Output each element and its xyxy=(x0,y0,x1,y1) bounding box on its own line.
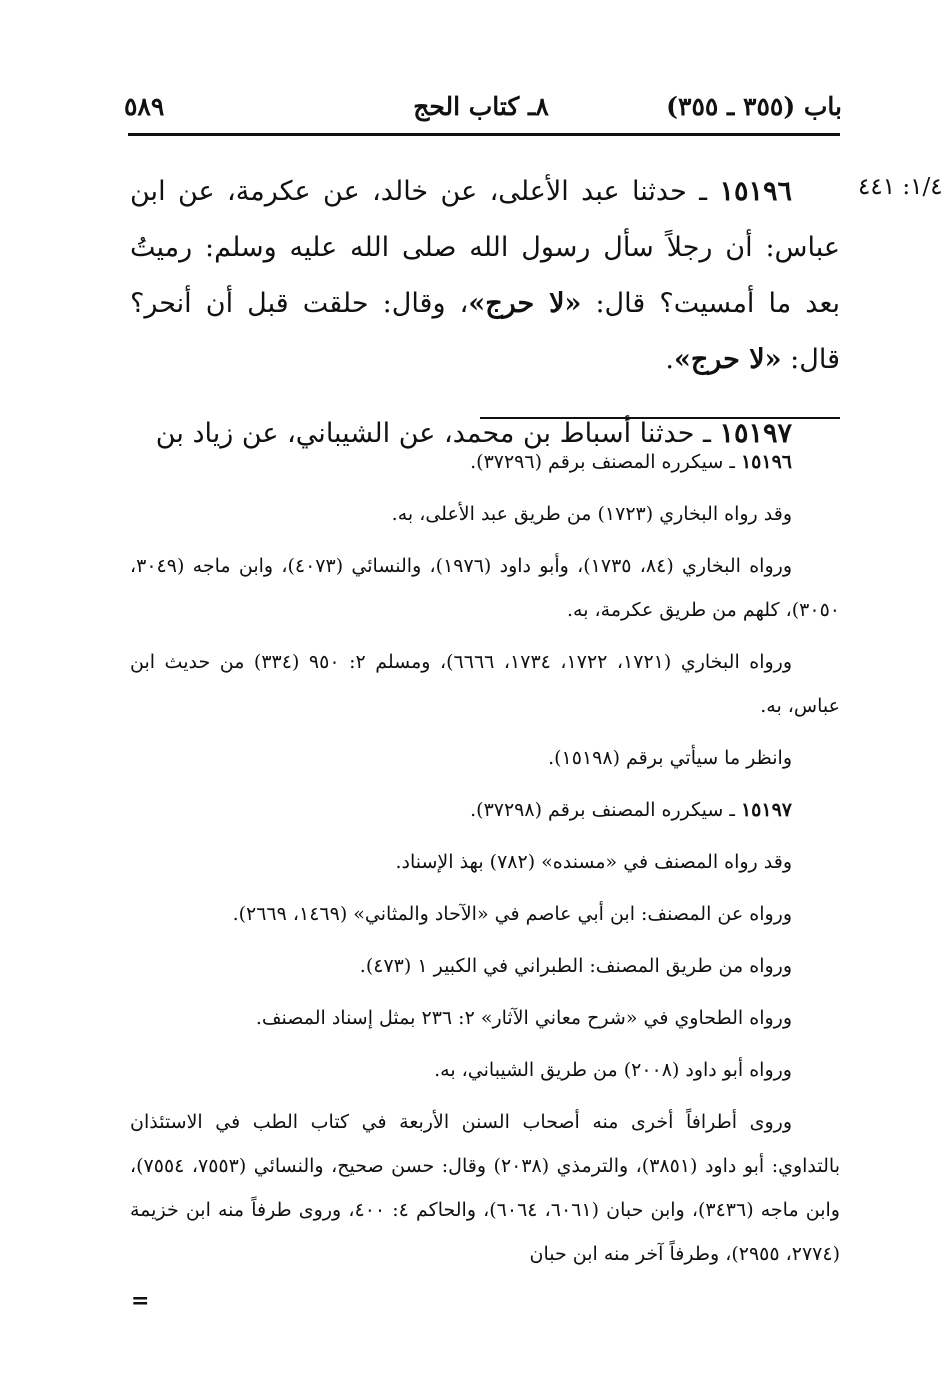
footnote-line: ورواه عن المصنف: ابن أبي عاصم في «الآحاد والمثاني» (١٤٦٩، ٢٦٦٩). xyxy=(232,903,792,925)
hadith-number: ١٥١٩٧ xyxy=(719,418,792,449)
hadith-text: ـ حدثنا عبد الأعلى، عن خالد، عن عكرمة، عن ابن عباس: أن رجلاً سأل رسول الله صلى الله عليه وسلم: رميتُ بعد ما أمسيت؟ قال: xyxy=(130,176,840,319)
footnote-line: ورواه أبو داود (٢٠٠٨) من طريق الشيباني، به. xyxy=(434,1059,792,1081)
footnote-line: وقد رواه البخاري (١٧٢٣) من طريق عبد الأعلى، به. xyxy=(391,503,792,525)
footnote-text: ـ سيكرره المصنف برقم (٣٧٢٩٦). xyxy=(470,451,741,473)
footnote-rule xyxy=(480,417,840,419)
footnote-line: ورواه البخاري (٨٤، ١٧٣٥)، وأبو داود (١٩٧٦)، والنسائي (٤٠٧٣)، وابن ماجه (٣٠٤٩، ٣٠٥٠)، كلهم من طريق عكرمة، به. xyxy=(130,555,840,621)
footnote-line: وروى أطرافاً أخرى منه أصحاب السنن الأربعة في كتاب الطب في الاستئذان بالتداوي: أبو داود (٣٨٥١)، والترمذي (٢٠٣٨) وقال: حسن صحيح، والنسائي (٧٥٥٣، ٧٥٥٤)، وابن ماجه (٣٤٣٦)، وابن حبان (٦٠٦١، ٦٠٦٤)، والحاكم ٤: ٤٠٠، وروى طرفاً منه ابن خزيمة (٢٧٧٤، ٢٩٥٥)، وطرفاً آخر منه ابن حبان xyxy=(130,1111,840,1265)
hadith-text: ، وقال: حلقت قبل أن أنحر؟ قال: xyxy=(130,288,840,375)
hadith-text: . xyxy=(665,344,674,375)
hadith-quote: «لا حرج» xyxy=(673,344,782,375)
hadith-quote: «لا حرج» xyxy=(468,288,582,319)
footnote-line: ورواه الطحاوي في «شرح معاني الآثار» ٢: ٢٣٦ بمثل إسناد المصنف. xyxy=(255,1007,792,1029)
header-rule xyxy=(128,133,840,136)
page-header xyxy=(120,86,842,130)
hadith-number: ١٥١٩٦ xyxy=(719,176,792,207)
chapter-range: باب (٣٥٥ ـ ٣٥٥) xyxy=(666,92,842,121)
book-title: ٨ـ كتاب الحج xyxy=(413,92,549,121)
footnote-line: ورواه البخاري (١٧٢١، ١٧٢٢، ١٧٣٤، ٦٦٦٦)، ومسلم ٢: ٩٥٠ (٣٣٤) من حديث ابن عباس، به. xyxy=(130,651,840,717)
footnote-text: ـ سيكرره المصنف برقم (٣٧٢٩٨). xyxy=(470,799,741,821)
footnote-number: ١٥١٩٧ xyxy=(740,799,792,821)
footnote-line xyxy=(130,440,840,484)
margin-reference: ١/٤: ٤٤١ xyxy=(858,174,943,200)
footnote-line: وانظر ما سيأتي برقم (١٥١٩٨). xyxy=(548,747,792,769)
footnotes xyxy=(130,440,840,1284)
footnote-number: ١٥١٩٦ xyxy=(740,451,792,473)
main-text xyxy=(130,164,840,480)
footnote-line: ورواه من طريق المصنف: الطبراني في الكبير ١ (٤٧٣). xyxy=(359,955,792,977)
continuation-mark: = xyxy=(131,1288,150,1314)
page-number: ٥٨٩ xyxy=(124,92,165,121)
hadith-paragraph xyxy=(130,164,840,388)
footnote-line xyxy=(130,788,840,832)
footnote-line: وقد رواه المصنف في «مسنده» (٧٨٢) بهذ الإسناد. xyxy=(395,851,792,873)
hadith-text: ـ حدثنا أسباط بن محمد، عن الشيباني، عن زياد بن xyxy=(155,418,720,449)
